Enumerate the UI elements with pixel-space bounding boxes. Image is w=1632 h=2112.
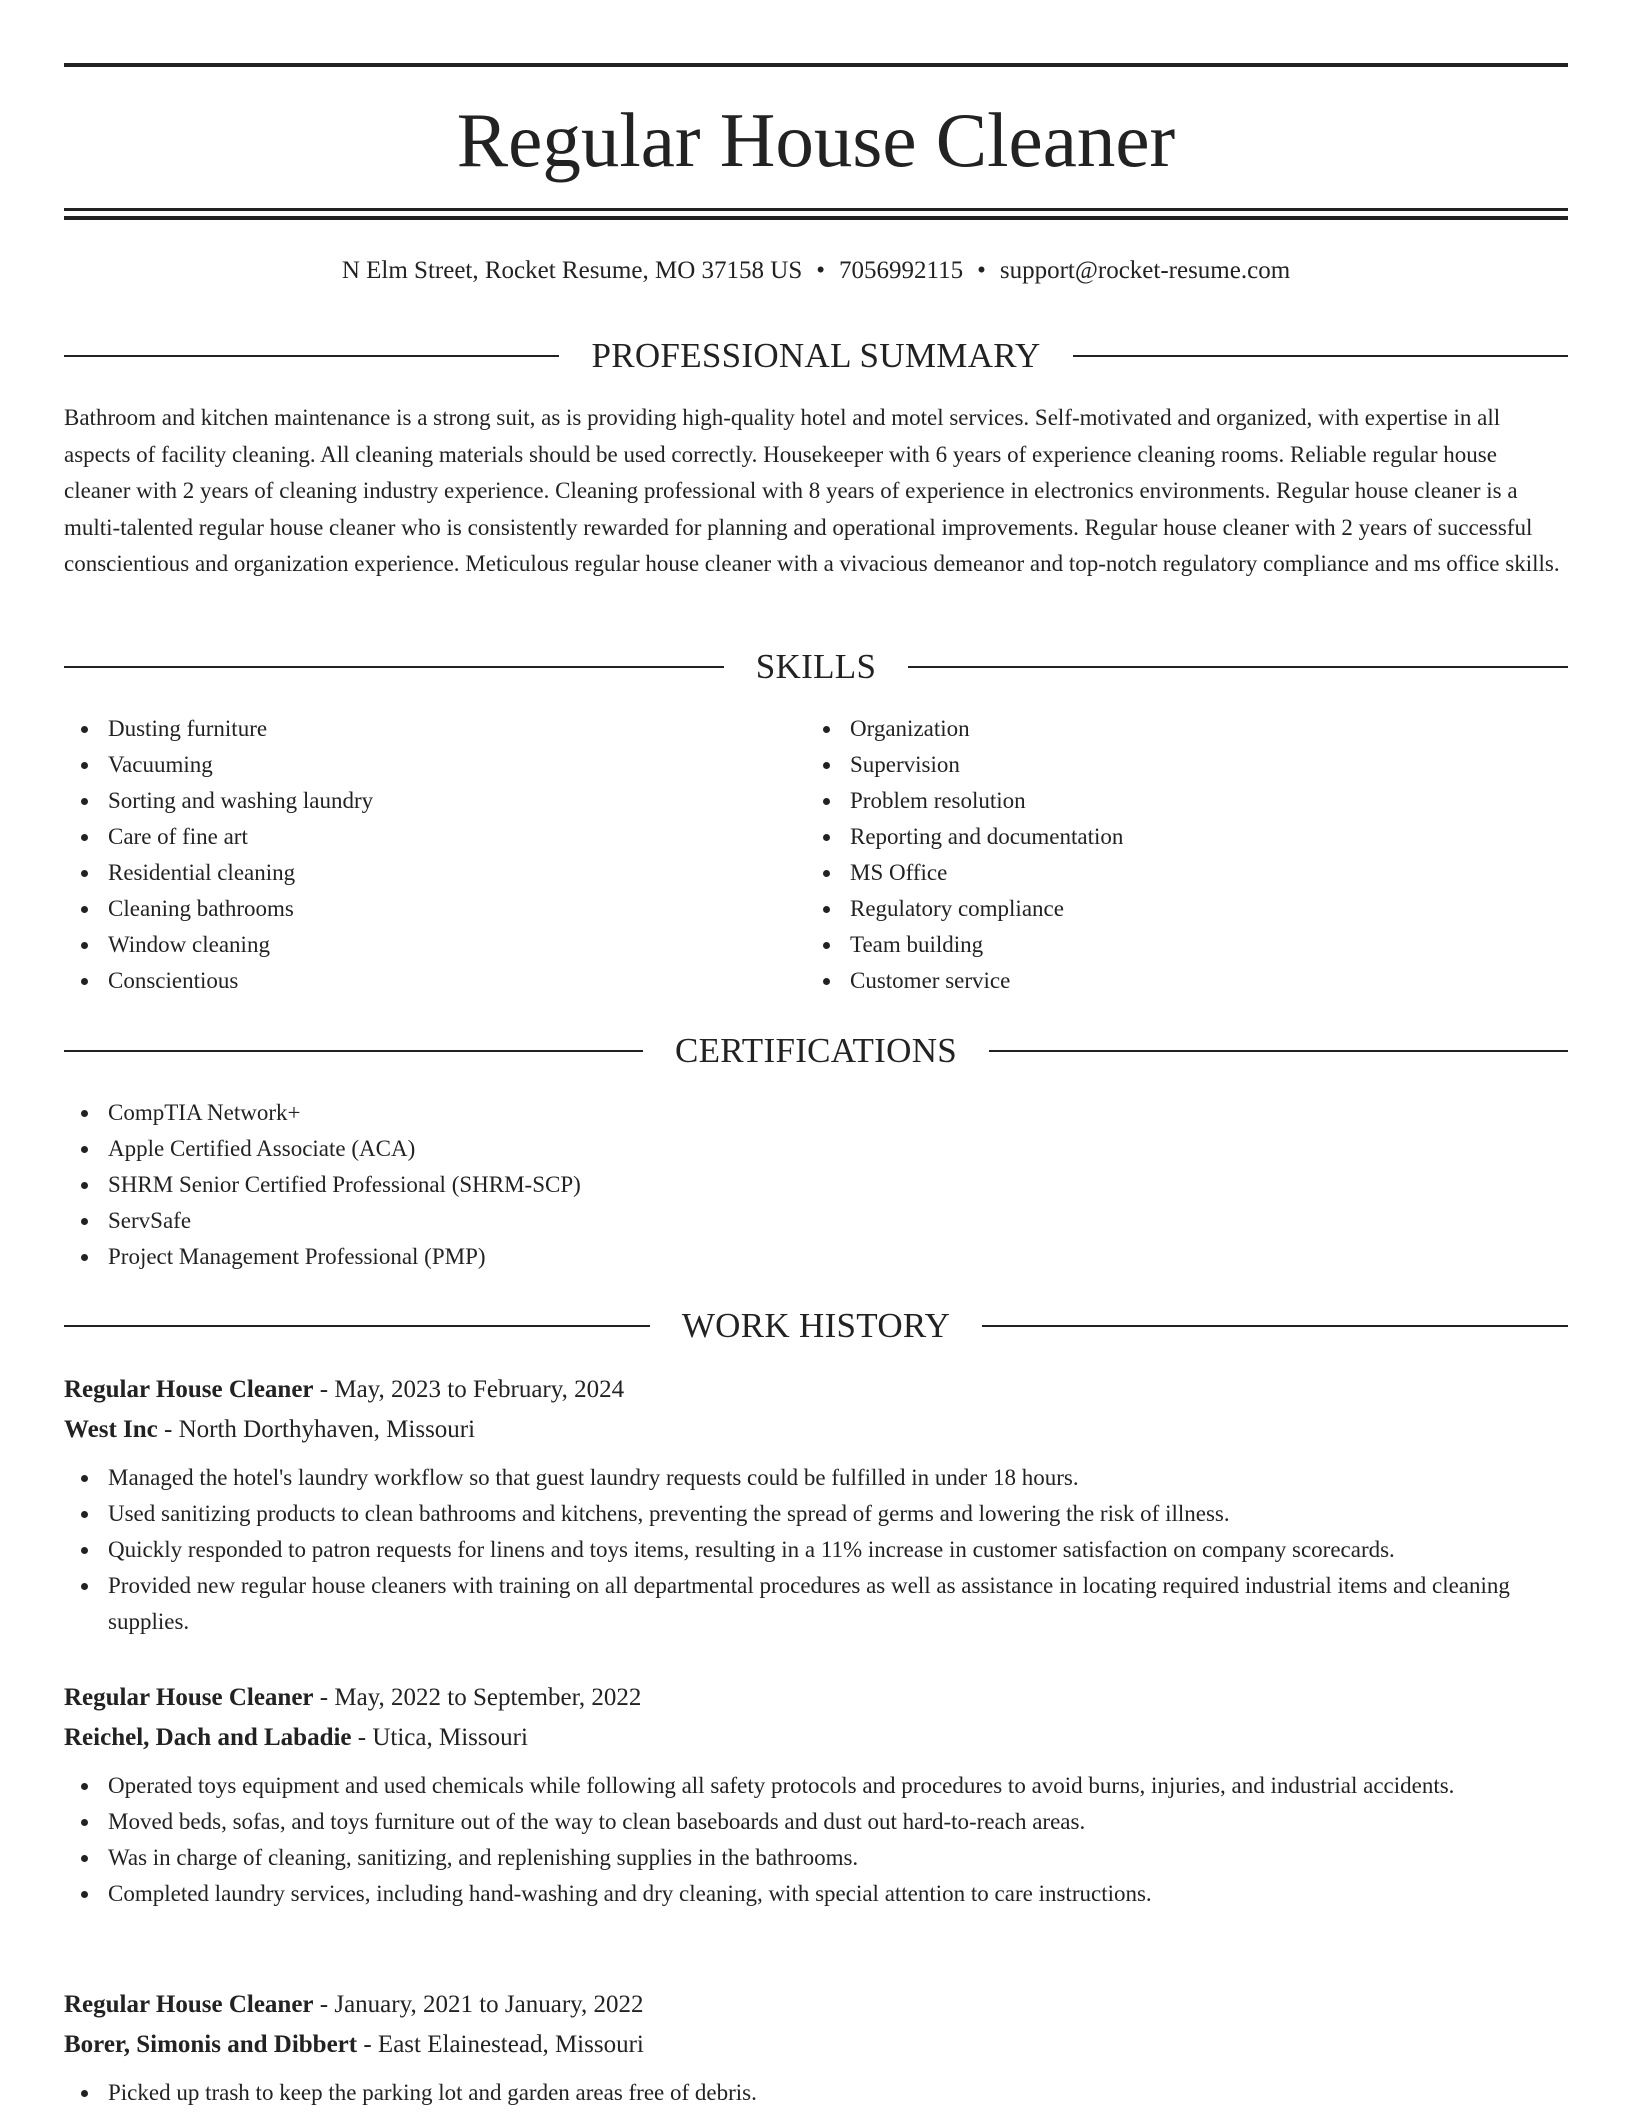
skills-list-left xyxy=(64,711,784,999)
job-company: West Inc xyxy=(64,1416,158,1443)
skill-item: Dusting furniture xyxy=(64,711,784,747)
job-location: - Utica, Missouri xyxy=(351,1724,528,1751)
heading-rule xyxy=(64,355,559,357)
certification-item: Apple Certified Associate (ACA) xyxy=(64,1131,1568,1167)
job-duties-list xyxy=(64,1460,1568,1640)
job-title-line xyxy=(64,1678,1568,1718)
heading-rule xyxy=(989,1050,1568,1052)
certifications-list xyxy=(64,1095,1568,1275)
skill-item: Cleaning bathrooms xyxy=(64,891,784,927)
skill-item: Window cleaning xyxy=(64,927,784,963)
contact-email: support@rocket-resume.com xyxy=(999,257,1291,284)
job-duty: Quickly responded to patron requests for linens and toys items, resulting in a 11% increase in customer satisfaction on company scorecards. xyxy=(64,1532,1568,1568)
skill-item: Conscientious xyxy=(64,963,784,999)
job-title: Regular House Cleaner xyxy=(64,1991,314,2018)
job-company-line xyxy=(64,1718,1568,1758)
job-entry xyxy=(64,1370,1568,1640)
job-entry xyxy=(64,1985,1568,2111)
skill-item: Problem resolution xyxy=(806,783,1526,819)
resume-title: Regular House Cleaner xyxy=(456,97,1176,183)
job-duty: Operated toys equipment and used chemicals while following all safety protocols and procedures to avoid burns, injuries, and industrial accidents. xyxy=(64,1768,1568,1804)
skill-item: Care of fine art xyxy=(64,819,784,855)
job-dates: - May, 2022 to September, 2022 xyxy=(313,1684,642,1711)
job-duty: Used sanitizing products to clean bathrooms and kitchens, preventing the spread of germs and lowering the risk of illness. xyxy=(64,1496,1568,1532)
skill-item: Reporting and documentation xyxy=(806,819,1526,855)
skill-item: Sorting and washing laundry xyxy=(64,783,784,819)
job-title: Regular House Cleaner xyxy=(64,1684,314,1711)
job-title: Regular House Cleaner xyxy=(64,1376,314,1403)
job-duty: Provided new regular house cleaners with training on all departmental procedures as well as assistance in locating required industrial items and cleaning supplies. xyxy=(64,1568,1568,1640)
section-title: SKILLS xyxy=(755,647,877,686)
job-entry xyxy=(64,1678,1568,1912)
contact-line xyxy=(64,253,1568,289)
skill-item: Vacuuming xyxy=(64,747,784,783)
job-company-line xyxy=(64,2025,1568,2065)
job-title-line xyxy=(64,1985,1568,2025)
section-heading-work-history xyxy=(64,1304,1568,1348)
skill-item: Residential cleaning xyxy=(64,855,784,891)
job-location: - North Dorthyhaven, Missouri xyxy=(157,1416,476,1443)
job-duty: Moved beds, sofas, and toys furniture out of the way to clean baseboards and dust out hard-to-reach areas. xyxy=(64,1804,1568,1840)
heading-rule xyxy=(64,666,724,668)
job-duties-list xyxy=(64,1768,1568,1912)
job-dates: - January, 2021 to January, 2022 xyxy=(313,1991,644,2018)
contact-address: N Elm Street, Rocket Resume, MO 37158 US xyxy=(341,257,803,284)
heading-rule xyxy=(1073,355,1568,357)
skill-item: Team building xyxy=(806,927,1526,963)
job-duty: Was in charge of cleaning, sanitizing, and replenishing supplies in the bathrooms. xyxy=(64,1840,1568,1876)
job-company: Reichel, Dach and Labadie xyxy=(64,1724,352,1751)
certification-item: Project Management Professional (PMP) xyxy=(64,1239,1568,1275)
skill-item: Supervision xyxy=(806,747,1526,783)
job-location: - East Elainestead, Missouri xyxy=(357,2031,644,2058)
job-company-line xyxy=(64,1410,1568,1450)
certification-item: CompTIA Network+ xyxy=(64,1095,1568,1131)
skill-item: Customer service xyxy=(806,963,1526,999)
skill-item: Regulatory compliance xyxy=(806,891,1526,927)
skill-item: MS Office xyxy=(806,855,1526,891)
heading-rule xyxy=(908,666,1568,668)
summary-text: Bathroom and kitchen maintenance is a strong suit, as is providing high-quality hotel and motel services. Self-motivated and organized, with expertise in all aspects of facility cleaning. All cleaning materials should be used correctly. Housekeeper with 6 years of experience cleaning rooms. Reliable regular house cleaner with 2 years of cleaning industry experience. Cleaning professional with 8 years of experience in electronics environments. Regular house cleaner is a multi-talented regular house cleaner who is consistently rewarded for planning and operational improvements. Regular house cleaner with 2 years of successful conscientious and organization experience. Meticulous regular house cleaner with a vivacious demeanor and top-notch regulatory compliance and ms office skills. xyxy=(64,405,1560,576)
section-title: CERTIFICATIONS xyxy=(674,1031,958,1070)
job-duty: Picked up trash to keep the parking lot and garden areas free of debris. xyxy=(64,2075,1568,2111)
heading-rule xyxy=(64,1325,650,1327)
certification-item: ServSafe xyxy=(64,1203,1568,1239)
job-duty: Managed the hotel's laundry workflow so that guest laundry requests could be fulfilled in under 18 hours. xyxy=(64,1460,1568,1496)
section-title: WORK HISTORY xyxy=(681,1306,951,1345)
certification-item: SHRM Senior Certified Professional (SHRM-SCP) xyxy=(64,1167,1568,1203)
job-dates: - May, 2023 to February, 2024 xyxy=(313,1376,625,1403)
section-heading-summary xyxy=(64,334,1568,378)
job-duties-list xyxy=(64,2075,1568,2111)
job-company: Borer, Simonis and Dibbert xyxy=(64,2031,358,2058)
contact-phone: 7056992115 xyxy=(839,257,964,284)
heading-rule xyxy=(982,1325,1568,1327)
section-heading-certifications xyxy=(64,1029,1568,1073)
job-title-line xyxy=(64,1370,1568,1410)
skills-list-right xyxy=(806,711,1526,999)
section-heading-skills xyxy=(64,645,1568,689)
job-duty: Completed laundry services, including hand-washing and dry cleaning, with special attention to care instructions. xyxy=(64,1876,1568,1912)
section-title: PROFESSIONAL SUMMARY xyxy=(591,336,1041,375)
contact-separator: • xyxy=(816,257,825,284)
contact-separator: • xyxy=(977,257,986,284)
title-double-rule xyxy=(64,208,1568,220)
skill-item: Organization xyxy=(806,711,1526,747)
top-rule xyxy=(64,63,1568,67)
heading-rule xyxy=(64,1050,643,1052)
